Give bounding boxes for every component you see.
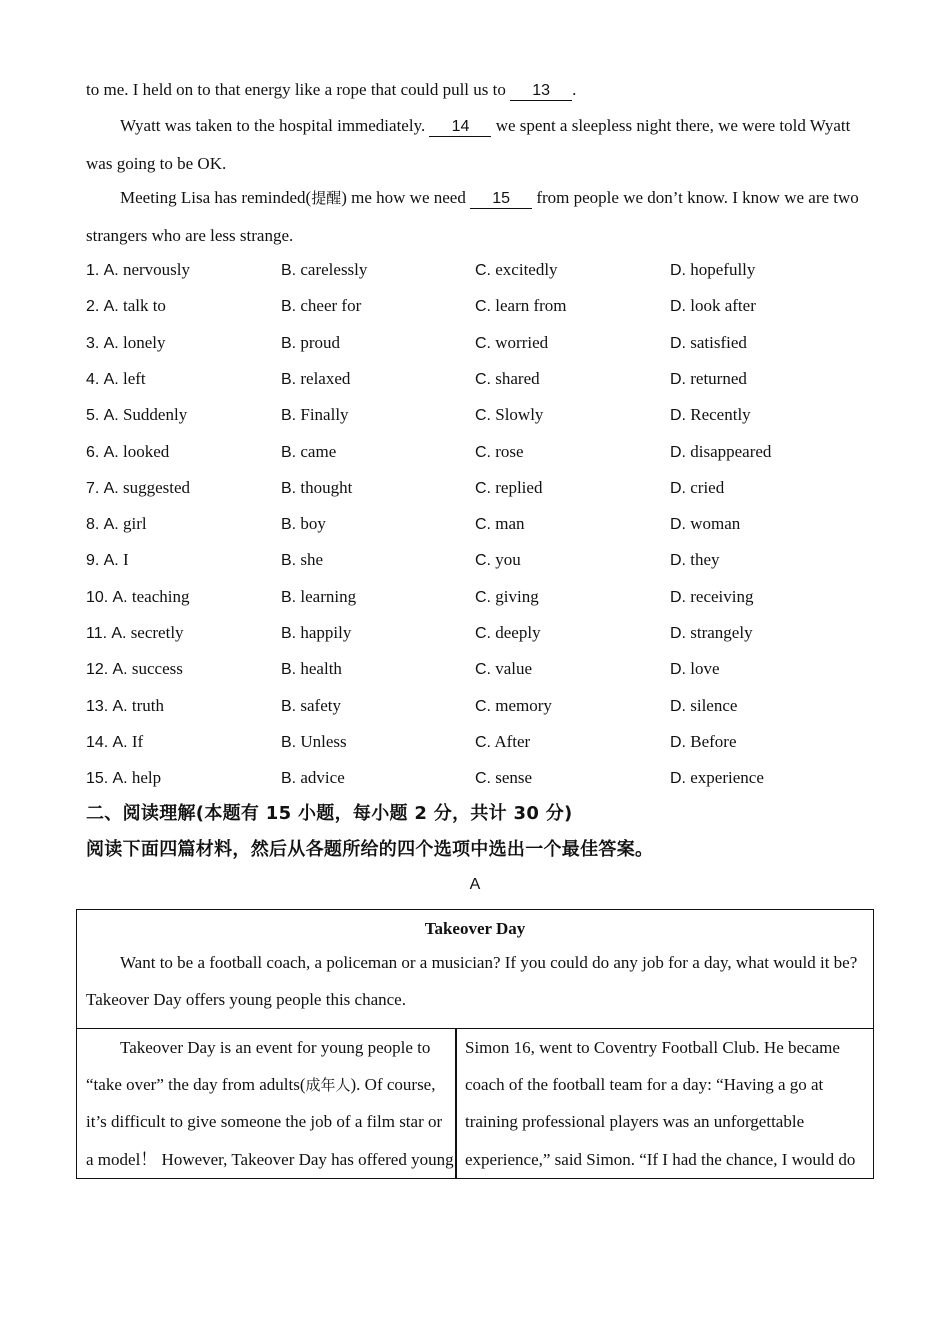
option-label: A. (103, 334, 119, 352)
option-label: A. (112, 770, 128, 788)
option-a (86, 294, 166, 319)
option-label: C. (475, 334, 491, 352)
option-row (86, 367, 886, 391)
option-b (281, 294, 361, 319)
option-a (86, 766, 161, 791)
option-label: C. (475, 697, 491, 715)
question-number: 8. (86, 516, 100, 534)
option-label: B. (281, 625, 297, 642)
option-label: B. (281, 516, 297, 534)
option-row (86, 694, 886, 718)
option-b (281, 367, 350, 392)
option-label: B. (281, 370, 297, 388)
option-label: A. (103, 262, 119, 279)
option-text: rose (495, 441, 524, 461)
option-text: cried (690, 477, 725, 497)
option-text: thought (300, 477, 353, 497)
option-text: nervously (122, 260, 191, 279)
passage-line (120, 115, 850, 137)
option-b (281, 331, 340, 356)
option-c (475, 657, 532, 682)
option-text: replied (495, 477, 543, 497)
option-label: D. (670, 625, 686, 642)
column-divider (455, 1028, 457, 1178)
passage-text: from people we don’t know. I know we are two (536, 188, 859, 207)
option-label: D. (670, 479, 686, 497)
option-label: C. (475, 370, 491, 388)
option-text: secretly (130, 623, 184, 642)
left-column-line: Takeover Day is an event for young people to (120, 1038, 431, 1057)
left-column-line (86, 1074, 435, 1096)
option-label: D. (670, 770, 686, 788)
reading-intro-line: Want to be a football coach, a policeman or a musician? If you could do any job for a day, what would it be? (120, 953, 858, 972)
option-label: C. (475, 298, 491, 316)
option-d (670, 730, 737, 755)
option-text: suggested (122, 477, 191, 497)
option-row (86, 585, 886, 609)
option-text: worried (495, 332, 549, 352)
option-b (281, 440, 336, 465)
option-text: excitedly (495, 260, 558, 279)
option-c (475, 440, 524, 465)
option-d (670, 657, 720, 682)
option-label: B. (281, 661, 297, 679)
option-label: A. (103, 370, 119, 388)
option-label: D. (670, 697, 686, 715)
option-text: satisfied (690, 332, 747, 352)
option-a (86, 694, 164, 719)
option-c (475, 621, 541, 646)
passage-line: was going to be OK. (86, 154, 227, 173)
option-text: Recently (690, 405, 751, 425)
option-label: C. (475, 588, 491, 606)
option-text: boy (300, 514, 326, 534)
option-text: safety (300, 695, 341, 715)
option-c (475, 258, 558, 283)
question-number: 9. (86, 552, 100, 570)
option-text: silence (690, 695, 738, 715)
option-label: D. (670, 552, 686, 570)
question-number: 4. (86, 370, 100, 388)
option-row (86, 730, 886, 754)
blank-15: 15 (470, 190, 532, 209)
part-label: A (469, 876, 481, 893)
option-text: you (495, 550, 521, 570)
left-column-line: a model！ However, Takeover Day has offered young (86, 1150, 454, 1169)
option-row (86, 440, 886, 464)
passage-line (120, 187, 859, 209)
question-number: 10. (86, 588, 109, 606)
option-b (281, 621, 351, 646)
right-column-line: Simon 16, went to Coventry Football Club. He became (465, 1038, 840, 1057)
option-d (670, 512, 740, 537)
option-text: woman (690, 514, 741, 534)
section-instruction: 阅读下面四篇材料，然后从各题所给的四个选项中选出一个最佳答案。 (86, 839, 654, 860)
option-label: B. (281, 588, 297, 606)
option-label: A. (103, 298, 119, 316)
option-text: proud (300, 332, 341, 352)
option-text: Finally (300, 405, 349, 425)
option-d (670, 331, 747, 356)
option-label: A. (103, 407, 119, 425)
option-text: teaching (131, 586, 190, 606)
option-text: Suddenly (122, 405, 188, 425)
option-label: B. (281, 407, 297, 425)
option-d (670, 440, 771, 465)
option-label: C. (475, 262, 491, 279)
option-label: D. (670, 588, 686, 606)
option-text: looked (122, 441, 170, 461)
option-label: B. (281, 262, 297, 279)
option-text: memory (495, 695, 552, 715)
passage-text: . (572, 80, 577, 99)
option-label: A. (112, 661, 128, 679)
question-number: 6. (86, 443, 100, 461)
option-text: cheer for (300, 296, 362, 316)
option-text: she (300, 550, 324, 570)
option-text: receiving (690, 586, 754, 606)
option-a (86, 548, 129, 573)
option-label: C. (475, 552, 491, 570)
option-label: B. (281, 334, 297, 352)
option-c (475, 548, 521, 573)
option-text: girl (122, 514, 147, 534)
option-label: D. (670, 262, 686, 279)
option-label: A. (111, 625, 127, 642)
option-row (86, 331, 886, 355)
option-a (86, 657, 183, 682)
option-row (86, 621, 886, 645)
right-column-line: coach of the football team for a day: “Having a go at (465, 1075, 824, 1094)
passage-text: Wyatt was taken to the hospital immediately. (120, 116, 426, 135)
option-text: man (495, 514, 525, 534)
option-b (281, 476, 352, 501)
option-label: D. (670, 733, 686, 751)
option-label: D. (670, 407, 686, 425)
option-a (86, 331, 165, 356)
option-text: If (131, 731, 144, 751)
blank-14: 14 (429, 118, 491, 137)
option-label: A. (103, 443, 119, 461)
passage-text: we spent a sleepless night there, we were told Wyatt (495, 116, 851, 135)
option-label: C. (475, 625, 491, 642)
question-number: 13. (86, 697, 109, 715)
option-label: C. (475, 443, 491, 461)
option-a (86, 440, 169, 465)
question-number: 3. (86, 334, 100, 352)
option-label: A. (103, 479, 119, 497)
option-text: relaxed (300, 368, 351, 388)
question-number: 7. (86, 479, 100, 497)
option-text: love (690, 659, 720, 679)
option-text: returned (690, 368, 747, 388)
option-label: A. (103, 552, 119, 570)
option-d (670, 403, 751, 428)
option-row (86, 258, 886, 282)
option-b (281, 258, 367, 283)
option-text: hopefully (690, 260, 756, 279)
reading-title: Takeover Day (424, 919, 526, 938)
option-label: B. (281, 298, 297, 316)
option-c (475, 294, 567, 319)
option-label: D. (670, 661, 686, 679)
option-text: came (300, 441, 337, 461)
option-text: disappeared (690, 441, 772, 461)
option-b (281, 766, 345, 791)
option-label: A. (112, 588, 128, 606)
passage-text: Meeting Lisa has reminded( (120, 188, 312, 207)
option-c (475, 367, 540, 392)
left-column-text: “take over” the day from adults( (86, 1075, 306, 1094)
option-text: Before (690, 731, 737, 751)
option-text: help (131, 768, 162, 788)
option-label: A. (112, 697, 128, 715)
option-label: D. (670, 443, 686, 461)
option-label: B. (281, 697, 297, 715)
option-label: A. (112, 733, 128, 751)
reading-table (76, 909, 874, 1179)
option-c (475, 512, 525, 537)
option-c (475, 331, 548, 356)
option-text: sense (495, 768, 533, 788)
option-text: truth (131, 695, 164, 715)
left-column-chinese-gloss: 成年人 (305, 1076, 351, 1094)
option-text: Slowly (495, 405, 544, 425)
option-c (475, 694, 552, 719)
question-number: 1. (86, 262, 100, 279)
option-d (670, 548, 720, 573)
option-label: A. (103, 516, 119, 534)
option-text: advice (300, 768, 345, 788)
option-text: carelessly (300, 260, 368, 279)
option-text: deeply (495, 623, 541, 642)
option-text: look after (690, 296, 756, 316)
option-d (670, 258, 755, 283)
option-text: health (300, 659, 342, 679)
option-a (86, 367, 146, 392)
option-text: strangely (690, 623, 753, 642)
option-text: talk to (122, 296, 166, 316)
option-label: C. (475, 733, 491, 751)
option-label: C. (475, 479, 491, 497)
option-a (86, 403, 187, 428)
option-c (475, 476, 542, 501)
option-label: D. (670, 516, 686, 534)
option-row (86, 657, 886, 681)
question-number: 15. (86, 770, 109, 788)
option-label: B. (281, 443, 297, 461)
option-label: C. (475, 661, 491, 679)
option-a (86, 476, 190, 501)
right-column-line: training professional players was an unforgettable (465, 1112, 805, 1131)
reading-intro-cell (77, 910, 873, 1029)
question-number: 2. (86, 298, 100, 316)
option-row (86, 766, 886, 790)
option-a (86, 585, 189, 610)
passage-chinese-gloss: 提醒 (311, 189, 342, 207)
question-number: 5. (86, 407, 100, 425)
option-d (670, 766, 764, 791)
option-text: I (122, 550, 129, 570)
option-text: experience (690, 768, 764, 788)
option-label: D. (670, 370, 686, 388)
option-d (670, 476, 724, 501)
left-column-text: ). Of course, (350, 1075, 436, 1094)
option-label: B. (281, 479, 297, 497)
option-d (670, 694, 737, 719)
option-text: Unless (300, 731, 347, 751)
option-label: D. (670, 298, 686, 316)
option-label: B. (281, 552, 297, 570)
passage-line (86, 79, 576, 101)
option-d (670, 294, 756, 319)
option-d (670, 367, 747, 392)
option-c (475, 403, 543, 428)
option-c (475, 766, 532, 791)
option-a (86, 730, 143, 755)
option-b (281, 657, 342, 682)
question-number: 12. (86, 661, 109, 679)
option-text: After (494, 731, 531, 751)
option-b (281, 694, 341, 719)
option-text: shared (495, 368, 540, 388)
option-text: success (131, 659, 183, 679)
passage-text: to me. I held on to that energy like a rope that could pull us to (86, 80, 506, 99)
option-row (86, 548, 886, 572)
option-row (86, 476, 886, 500)
option-d (670, 585, 754, 610)
option-text: learn from (495, 296, 567, 316)
option-label: C. (475, 407, 491, 425)
passage-line: strangers who are less strange. (86, 226, 294, 245)
option-text: left (122, 368, 146, 388)
option-a (86, 621, 184, 646)
option-a (86, 512, 147, 537)
option-row (86, 512, 886, 536)
option-b (281, 730, 347, 755)
reading-intro-line: Takeover Day offers young people this chance. (86, 990, 406, 1009)
option-b (281, 585, 356, 610)
option-b (281, 403, 349, 428)
right-column-line: experience,” said Simon. “If I had the chance, I would do (465, 1150, 856, 1169)
section-heading: 二、阅读理解(本题有 15 小题，每小题 2 分，共计 30 分) (86, 803, 573, 824)
option-text: value (495, 659, 533, 679)
option-text: happily (300, 623, 352, 642)
option-text: they (690, 550, 720, 570)
question-number: 14. (86, 733, 109, 751)
option-row (86, 403, 886, 427)
left-column-line: it’s difficult to give someone the job of a film star or (86, 1112, 443, 1131)
option-c (475, 585, 539, 610)
option-text: lonely (122, 332, 166, 352)
option-label: D. (670, 334, 686, 352)
option-b (281, 512, 326, 537)
option-label: C. (475, 770, 491, 788)
option-label: B. (281, 770, 297, 788)
option-text: learning (300, 586, 357, 606)
blank-13: 13 (510, 82, 572, 101)
option-text: giving (495, 586, 539, 606)
option-c (475, 730, 530, 755)
option-label: B. (281, 733, 297, 751)
option-row (86, 294, 886, 318)
option-a (86, 258, 190, 283)
passage-text: ) me how we need (341, 188, 466, 207)
question-number: 11. (86, 625, 108, 642)
option-b (281, 548, 323, 573)
option-d (670, 621, 753, 646)
option-label: C. (475, 516, 491, 534)
